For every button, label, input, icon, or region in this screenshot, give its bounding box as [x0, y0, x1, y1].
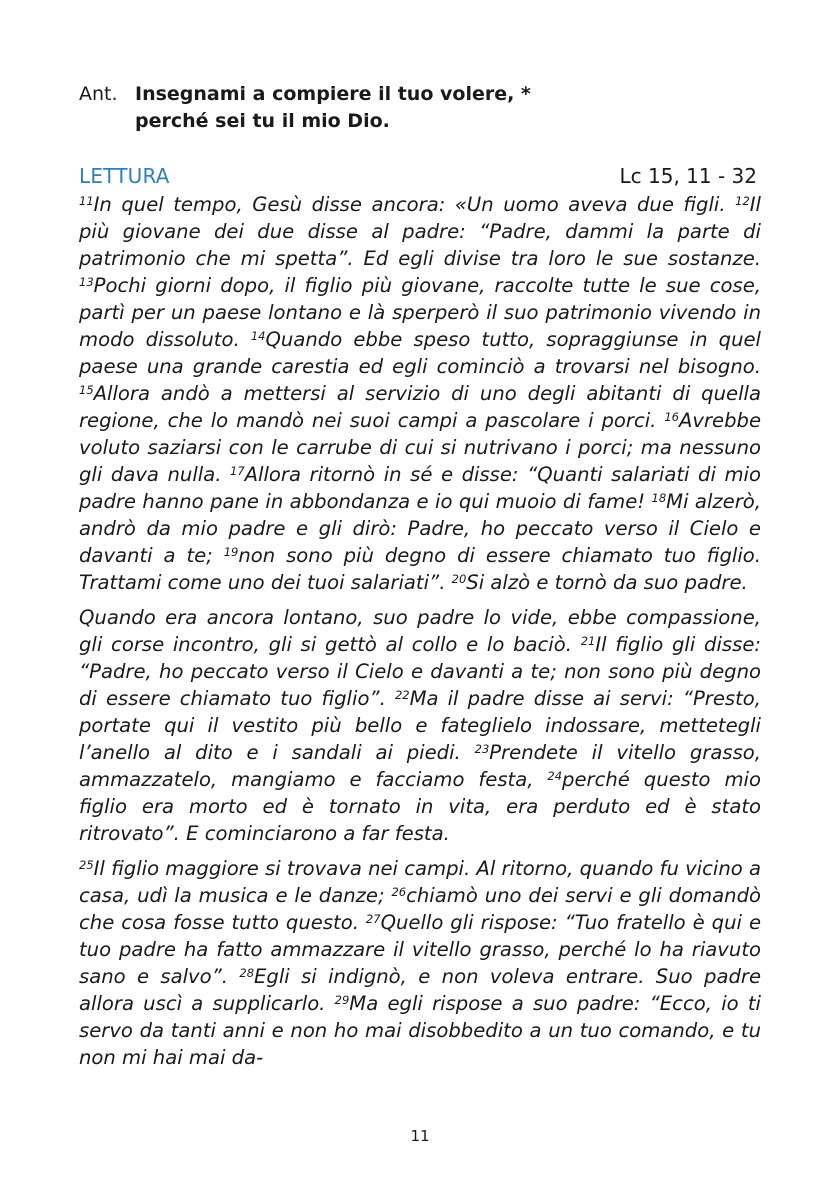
verse-number: 24: [547, 769, 563, 783]
verse-text: Egli si indignò, e non voleva entrare. Suo padre allora uscì a supplicarlo.: [79, 965, 761, 1015]
verse-number: 14: [250, 329, 266, 343]
verse-number: 22: [394, 688, 410, 702]
verse-number: 19: [223, 545, 239, 559]
verse-text: Quando ebbe speso tutto, sopraggiunse in quel paese una grande carestia ed egli cominciò a trovarsi nel bisogno.: [79, 328, 761, 378]
verse-text: Ma il padre disse ai servi: “Presto, portate qui il vestito più bello e fateglielo indossare, mettetegli l’anello al dito e i sandali ai piedi.: [79, 687, 761, 764]
antiphon-label: Ant.: [79, 83, 118, 105]
antiphon-line-2: perché sei tu il mio Dio.: [135, 110, 390, 132]
verse-text: Allora ritornò in sé e disse: “Quanti salariati di mio padre hanno pane in abbondanza e io qui muoio di fame!: [79, 463, 761, 513]
verse-number: 18: [651, 491, 667, 505]
verse-text: Mi alzerò, andrò da mio padre e gli dirò: Padre, ho peccato verso il Cielo e davanti a te;: [79, 490, 761, 567]
verse-number: 23: [474, 742, 490, 756]
verse-text: Allora andò a mettersi al servizio di uno degli abitanti di quella regione, che lo mandò nei suoi campi a pascolare i porci.: [79, 382, 761, 432]
verse-text: Ma egli rispose a suo padre: “Ecco, io ti servo da tanti anni e non ho mai disobbedito a un tuo comando, e tu non mi hai mai da-: [79, 992, 761, 1069]
antiphon-text: [135, 81, 531, 135]
verse-number: 12: [735, 194, 750, 208]
verse-number: 13: [79, 275, 94, 289]
antiphon-line-1: Insegnami a compiere il tuo volere, *: [135, 83, 531, 105]
verse-text: perché questo mio figlio era morto ed è tornato in vita, era perduto ed è stato ritrovato”. E cominciarono a far festa.: [79, 768, 761, 845]
page-number: 11: [410, 1127, 430, 1145]
verse-number: 26: [391, 885, 407, 899]
verse-text: Quello gli rispose: “Tuo fratello è qui e tuo padre ha fatto ammazzare il vitello grasso, perché lo ha riavuto sano e salvo”.: [79, 911, 761, 988]
verse-number: 29: [334, 993, 350, 1007]
verse-number: 25: [79, 858, 94, 872]
verse-number: 28: [239, 966, 255, 980]
reading-paragraph: [79, 604, 761, 847]
verse-number: 16: [664, 410, 679, 424]
reading-paragraph: [79, 855, 761, 1071]
verse-text: Prendete il vitello grasso, ammazzatelo, mangiamo e facciamo festa,: [79, 741, 761, 791]
verse-number: 11: [79, 194, 94, 208]
verse-number: 17: [230, 464, 245, 478]
verse-number: 27: [365, 912, 381, 926]
verse-text: Pochi giorni dopo, il figlio più giovane, raccolte tutte le sue cose, partì per un paese lontano e là sperperò il suo patrimonio vivendo in modo dissoluto.: [79, 274, 761, 351]
verse-text: Il figlio maggiore si trovava nei campi. Al ritorno, quando fu vicino a casa, udì la musica e le danze;: [79, 857, 761, 907]
verse-text: Si alzò e tornò da suo padre.: [466, 571, 748, 594]
verse-number: 15: [79, 383, 94, 397]
reading-title: LETTURA: [79, 164, 170, 188]
verse-number: 21: [580, 634, 596, 648]
verse-text: Il più giovane dei due disse al padre: “Padre, dammi la parte di patrimonio che mi spetta”. Ed egli divise tra loro le sue sostanze.: [79, 193, 761, 270]
reading-reference: Lc 15, 11 - 32: [619, 164, 757, 188]
verse-text: Quando era ancora lontano, suo padre lo vide, ebbe compassione, gli corse incontro, gli si gettò al collo e lo baciò.: [79, 606, 761, 656]
verse-text: In quel tempo, Gesù disse ancora: «Un uomo aveva due figli.: [93, 193, 736, 216]
reading-paragraph: [79, 191, 761, 596]
verse-number: 20: [451, 572, 467, 586]
verse-text: Il figlio gli disse: “Padre, ho peccato verso il Cielo e davanti a te; non sono più degno di essere chiamato tuo figlio”.: [79, 633, 761, 710]
antiphon: [79, 81, 759, 135]
verse-text: non sono più degno di essere chiamato tuo figlio. Trattami come uno dei tuoi salariati”.: [79, 544, 761, 594]
verse-text: Avrebbe voluto saziarsi con le carrube di cui si nutrivano i porci; ma nessuno gli dava nulla.: [79, 409, 761, 486]
verse-text: chiamò uno dei servi e gli domandò che cosa fosse tutto questo.: [79, 884, 761, 934]
reading-header: [79, 162, 759, 190]
reading-body: [79, 191, 761, 1079]
